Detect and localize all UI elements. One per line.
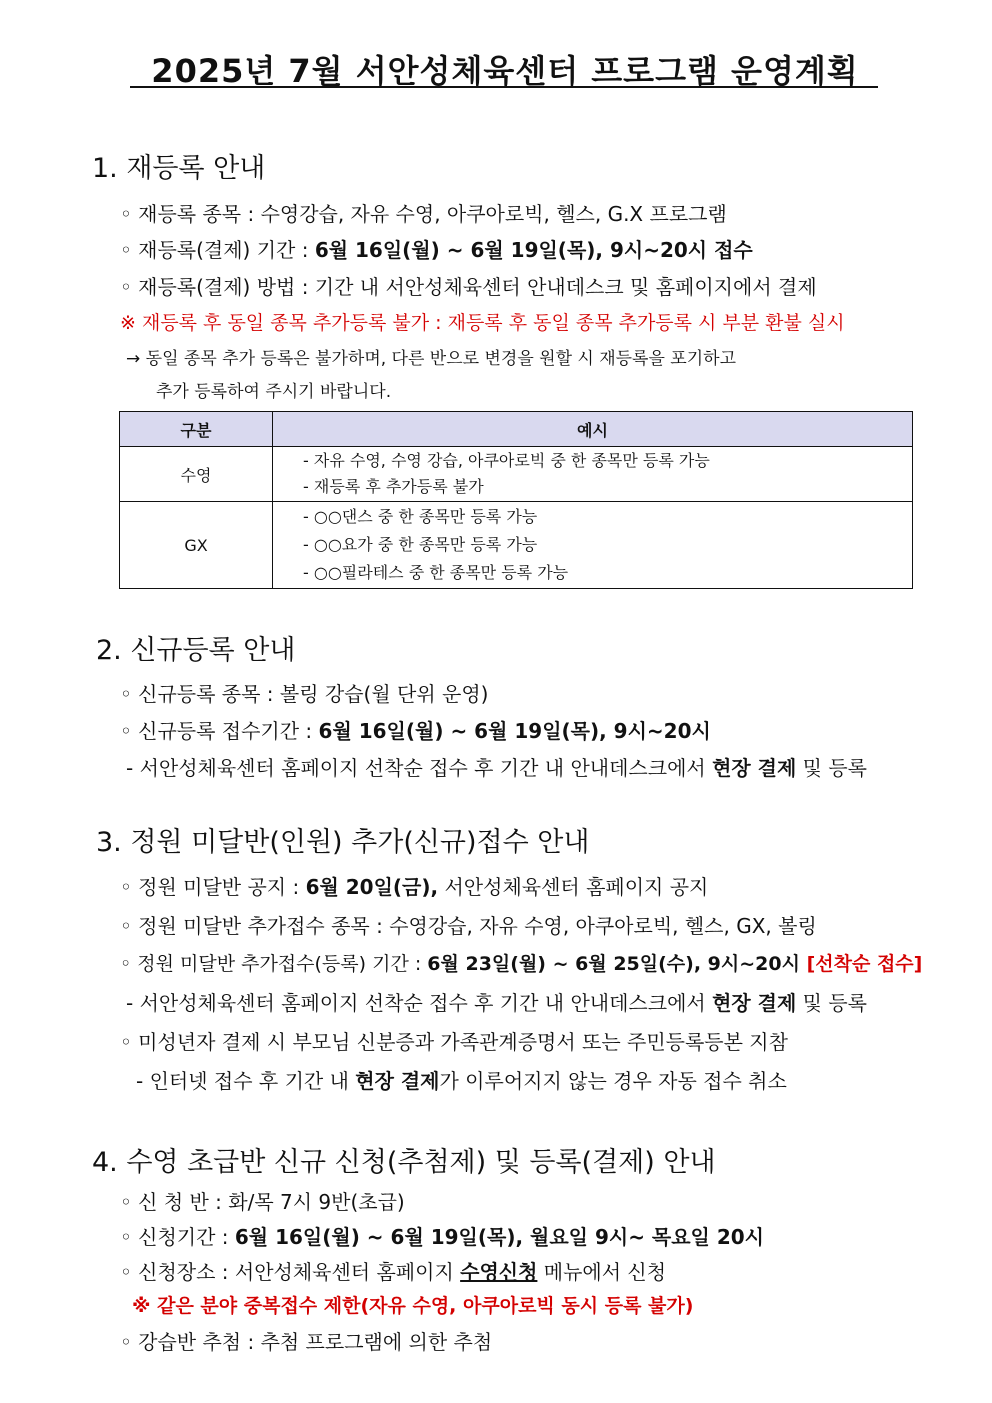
s3-line-3-badge: [선착순 접수] xyxy=(806,953,923,975)
table-row xyxy=(120,502,913,589)
table-cell-line: - ○○요가 중 한 종목만 등록 가능 xyxy=(303,535,538,554)
s3-line-4-text: - 서안성체육센터 홈페이지 선착순 접수 후 기간 내 안내데스크에서 xyxy=(126,991,713,1015)
s2-line-2-period: 6월 16일(월) ~ 6월 19일(목), 9시~20시 xyxy=(318,719,711,743)
table-cell-category: GX xyxy=(120,502,273,589)
table-cell-example xyxy=(273,447,913,502)
s1-line-2 xyxy=(120,234,753,263)
table-cell-line: - 재등록 후 추가등록 불가 xyxy=(303,477,484,496)
s4-line-2-period: 6월 16일(월) ~ 6월 19일(목), 월요일 9시~ 목요일 20시 xyxy=(234,1225,764,1249)
s2-line-1: ◦ 신규등록 종목 : 볼링 강습(월 단위 운영) xyxy=(120,682,489,706)
s3-line-3-label: ◦ 정원 미달반 추가접수(등록) 기간 : xyxy=(120,953,428,975)
s1-line-2-period: 6월 16일(월) ~ 6월 19일(목), 9시~20시 접수 xyxy=(314,238,753,262)
s3-line-5: ◦ 미성년자 결제 시 부모님 신분증과 가족관계증명서 또는 주민등록등본 지참 xyxy=(120,1030,788,1054)
s4-warning: ※ 같은 분야 중복접수 제한(자유 수영, 아쿠아로빅 동시 등록 불가) xyxy=(132,1295,694,1317)
s2-line-3-bold: 현장 결제 xyxy=(712,756,797,780)
table-cell-category: 수영 xyxy=(120,447,273,502)
table-row xyxy=(120,447,913,502)
s3-line-3-period: 6월 23일(월) ~ 6월 25일(수), 9시~20시 xyxy=(427,953,807,975)
table-header-category: 구분 xyxy=(120,412,273,447)
s4-line-3 xyxy=(120,1256,666,1285)
s3-line-6 xyxy=(136,1065,787,1094)
s3-line-2: ◦ 정원 미달반 추가접수 종목 : 수영강습, 자유 수영, 아쿠아로빅, 헬스, GX, 볼링 xyxy=(120,914,817,938)
s3-line-3 xyxy=(120,949,922,976)
s3-line-6-bold: 현장 결제 xyxy=(355,1069,440,1093)
title-underline xyxy=(130,86,878,88)
s1-line-2-label: ◦ 재등록(결제) 기간 : xyxy=(120,238,315,262)
swim-apply-menu-link: 수영신청 xyxy=(460,1260,538,1284)
page-title: 2025년 7월 서안성체육센터 프로그램 운영계획 xyxy=(151,52,859,90)
s2-line-3 xyxy=(126,752,867,781)
table-cell-example xyxy=(273,502,913,589)
s2-line-3-tail: 및 등록 xyxy=(796,756,868,780)
section-2-heading: 2. 신규등록 안내 xyxy=(96,635,296,666)
s3-line-1-date: 6월 20일(금), xyxy=(305,875,439,899)
s3-line-6-tail: 가 이루어지지 않는 경우 자동 접수 취소 xyxy=(439,1069,787,1093)
table-header-example: 예시 xyxy=(273,412,913,447)
section-4-heading: 4. 수영 초급반 신규 신청(추첨제) 및 등록(결제) 안내 xyxy=(92,1147,716,1178)
s4-line-2-label: ◦ 신청기간 : xyxy=(120,1225,235,1249)
s4-line-3-tail: 메뉴에서 신청 xyxy=(537,1260,667,1284)
s1-line-3: ◦ 재등록(결제) 방법 : 기간 내 서안성체육센터 안내데스크 및 홈페이지에서 결제 xyxy=(120,275,817,299)
s2-line-3-text: - 서안성체육센터 홈페이지 선착순 접수 후 기간 내 안내데스크에서 xyxy=(126,756,713,780)
section-3-heading: 3. 정원 미달반(인원) 추가(신규)접수 안내 xyxy=(96,827,590,858)
s3-line-4-tail: 및 등록 xyxy=(796,991,868,1015)
s1-line-1: ◦ 재등록 종목 : 수영강습, 자유 수영, 아쿠아로빅, 헬스, G.X 프로그램 xyxy=(120,202,727,226)
table-cell-line: - ○○댄스 중 한 종목만 등록 가능 xyxy=(303,507,538,526)
table-cell-line: - ○○필라테스 중 한 종목만 등록 가능 xyxy=(303,563,569,582)
s1-note-2: 추가 등록하여 주시기 바랍니다. xyxy=(156,382,392,402)
s4-line-3-text: ◦ 신청장소 : 서안성체육센터 홈페이지 xyxy=(120,1260,461,1284)
s2-line-2-label: ◦ 신규등록 접수기간 : xyxy=(120,719,319,743)
s3-line-4-bold: 현장 결제 xyxy=(712,991,797,1015)
s3-line-4 xyxy=(126,987,867,1016)
table-cell-line: - 자유 수영, 수영 강습, 아쿠아로빅 중 한 종목만 등록 가능 xyxy=(303,451,710,470)
s3-line-1-tail: 서안성체육센터 홈페이지 공지 xyxy=(438,875,709,899)
s4-line-2 xyxy=(120,1221,764,1250)
registration-example-table xyxy=(119,411,913,589)
section-1-heading: 1. 재등록 안내 xyxy=(92,153,266,184)
table-header-row xyxy=(120,412,913,447)
s3-line-1-label: ◦ 정원 미달반 공지 : xyxy=(120,875,306,899)
s4-line-1: ◦ 신 청 반 : 화/목 7시 9반(초급) xyxy=(120,1190,405,1214)
s1-note-1: → 동일 종목 추가 등록은 불가하며, 다른 반으로 변경을 원할 시 재등록을 포기하고 xyxy=(126,349,736,369)
s3-line-1 xyxy=(120,871,708,900)
s4-line-5: ◦ 강습반 추첨 : 추첨 프로그램에 의한 추첨 xyxy=(120,1330,493,1354)
s3-line-6-text: - 인터넷 접수 후 기간 내 xyxy=(136,1069,356,1093)
s2-line-2 xyxy=(120,715,711,744)
s1-warning: ※ 재등록 후 동일 종목 추가등록 불가 : 재등록 후 동일 종목 추가등록 시 부분 환불 실시 xyxy=(120,312,845,334)
